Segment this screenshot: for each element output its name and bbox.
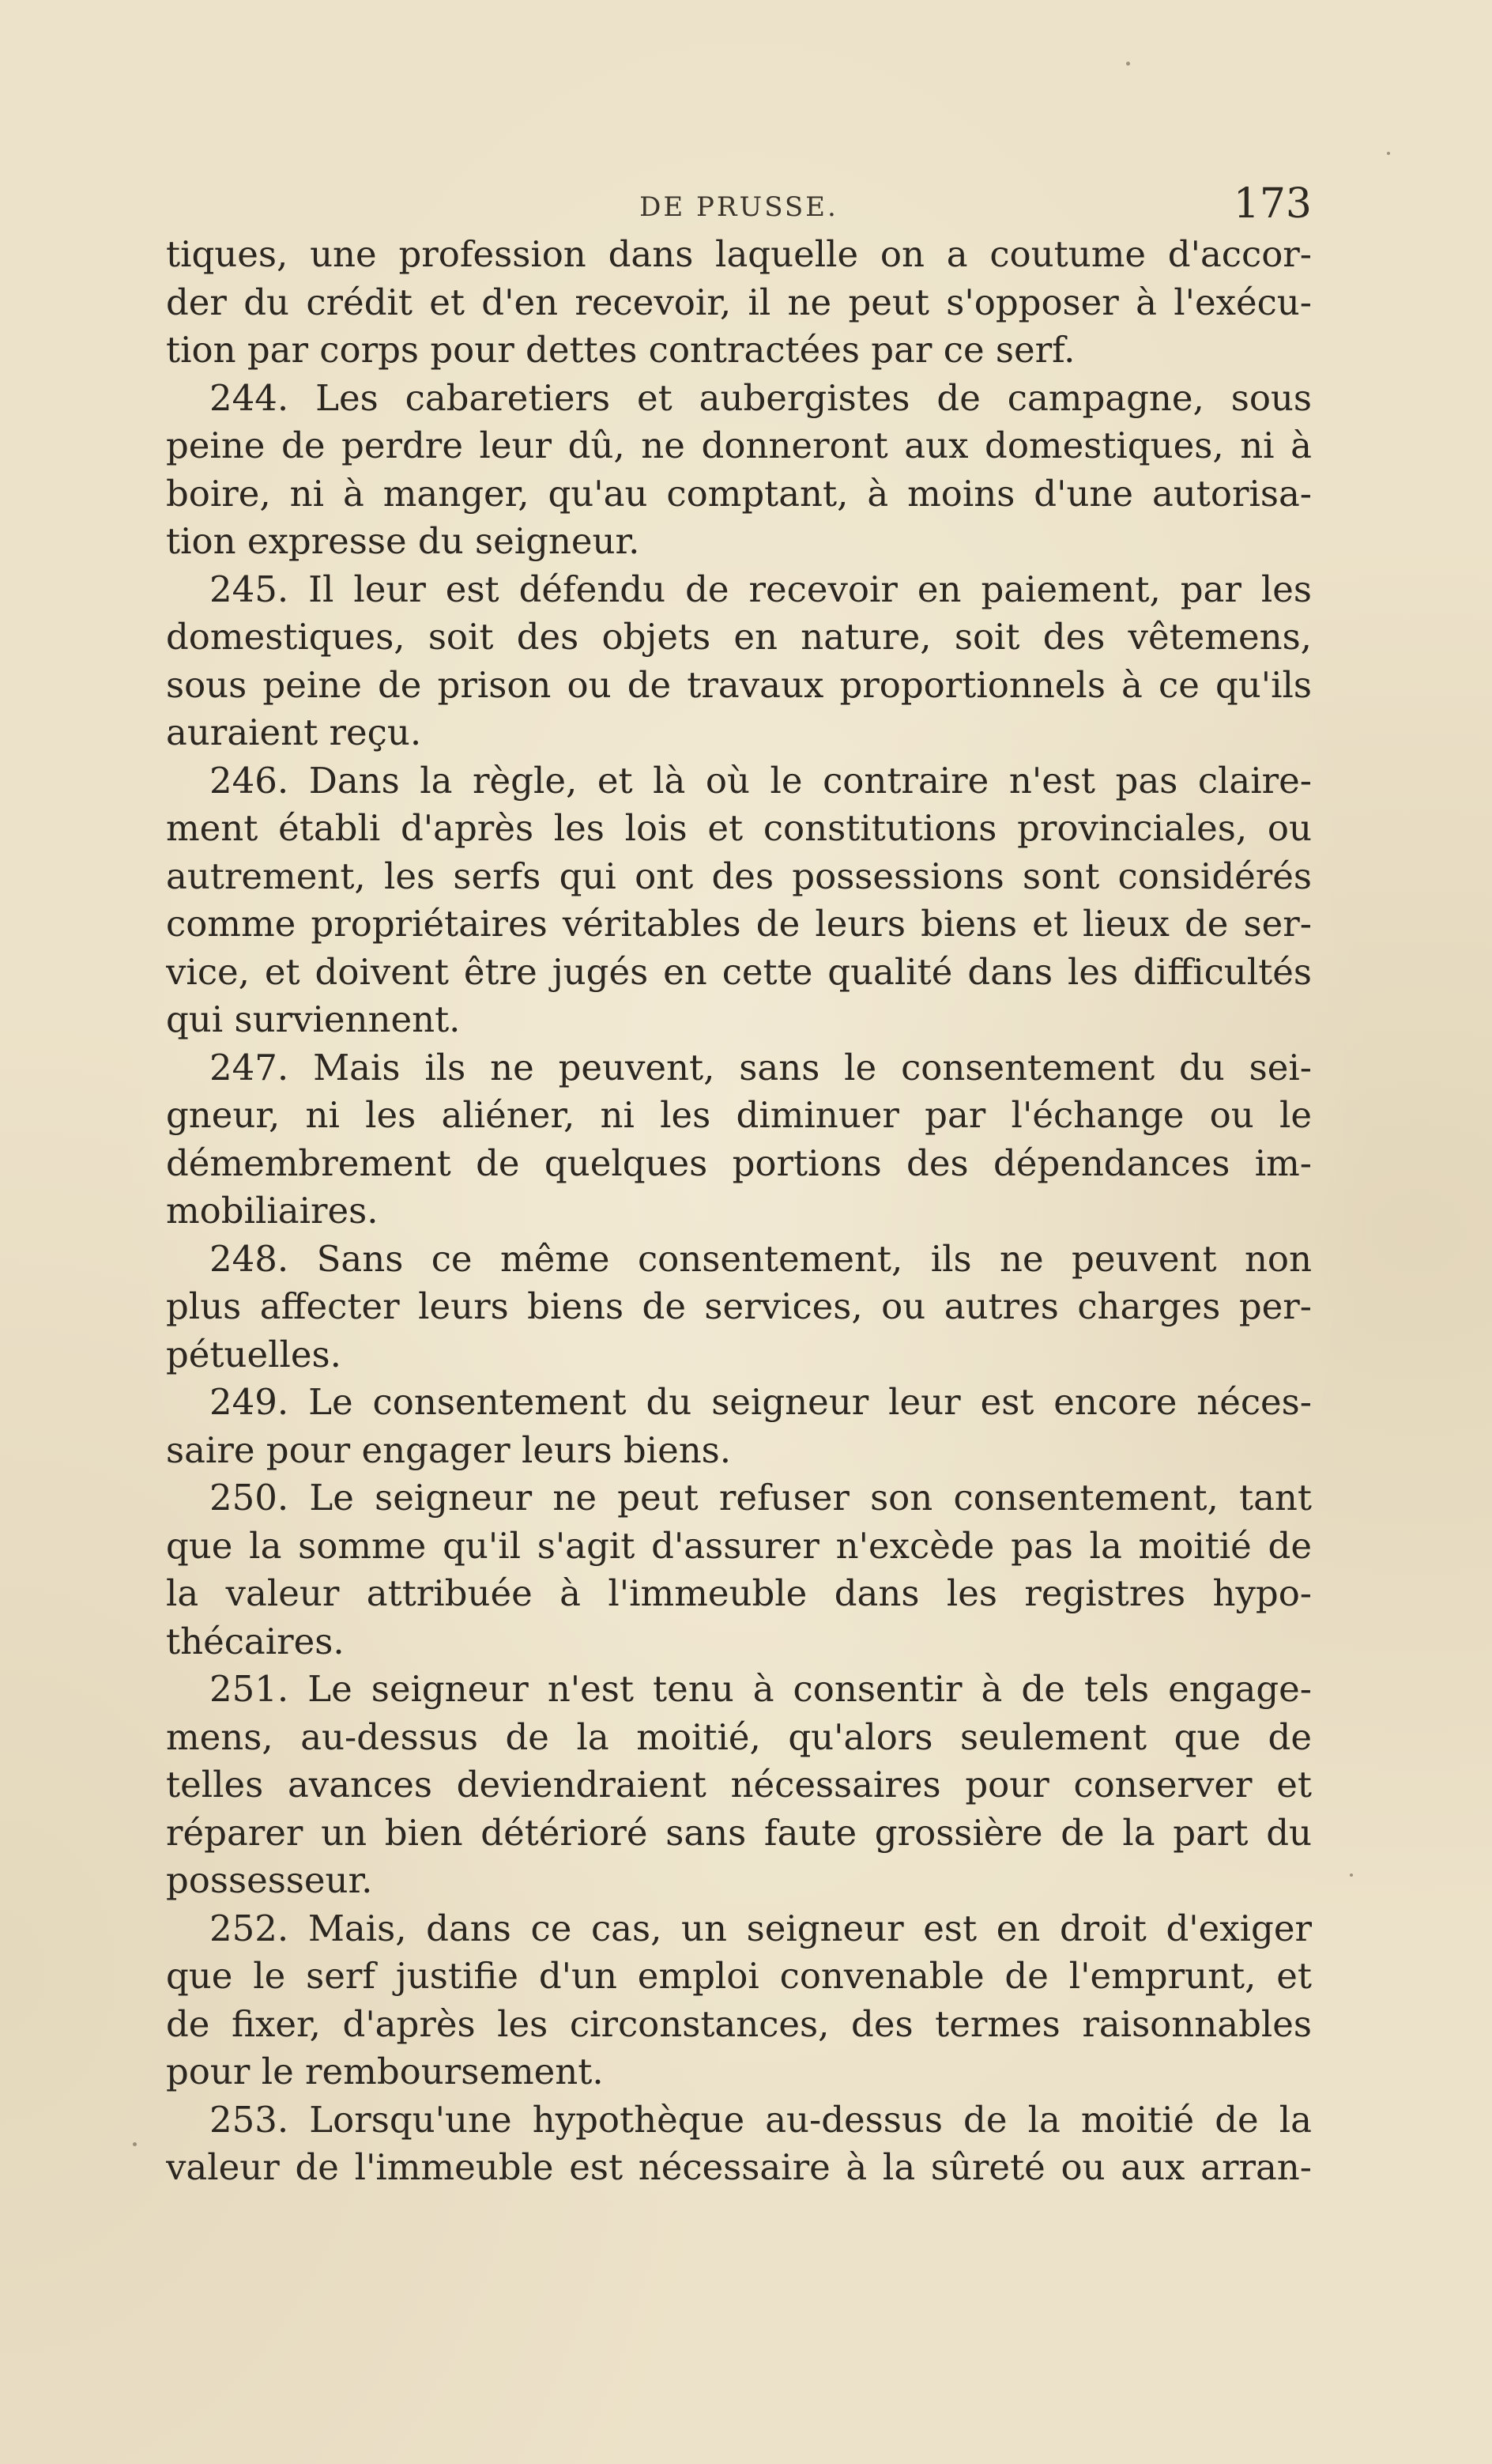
- text-line: possesseur.: [166, 1859, 373, 1901]
- text-line: 244. Les cabaretiers et aubergistes de campagne, sous: [209, 376, 1312, 419]
- text-line: vice, et doivent être jugés en cette qualité dans les difficultés: [166, 950, 1312, 993]
- text-line: 247. Mais ils ne peuvent, sans le consentement du sei-: [209, 1046, 1312, 1089]
- text-line: ment établi d'après les lois et constitutions provinciales, ou: [166, 807, 1312, 849]
- text-line: saire pour engager leurs biens.: [166, 1428, 732, 1471]
- text-line: domestiques, soit des objets en nature, soit des vêtemens,: [166, 616, 1312, 658]
- text-line: mens, au-dessus de la moitié, qu'alors seulement que de: [166, 1715, 1312, 1758]
- body-text: [166, 231, 1312, 2192]
- page-number: 173: [1233, 180, 1312, 228]
- text-line: sous peine de prison ou de travaux proportionnels à ce qu'ils: [166, 663, 1312, 706]
- text-line: que la somme qu'il s'agit d'assurer n'excède pas la moitié de: [166, 1524, 1312, 1567]
- text-line: thécaires.: [166, 1620, 345, 1662]
- text-line: peine de perdre leur dû, ne donneront aux domestiques, ni à: [166, 425, 1312, 466]
- text-line: valeur de l'immeuble est nécessaire à la sûreté ou aux arran-: [166, 2146, 1312, 2188]
- text-line: 246. Dans la règle, et là où le contraire n'est pas claire-: [209, 759, 1312, 802]
- text-line: réparer un bien détérioré sans faute grossière de la part du: [166, 1811, 1312, 1854]
- paper-speck: [1350, 1873, 1353, 1877]
- text-line: de fixer, d'après les circonstances, des termes raisonnables: [166, 2002, 1312, 2045]
- running-head: [166, 180, 1312, 236]
- text-line: 250. Le seigneur ne peut refuser son consentement, tant: [209, 1477, 1312, 1519]
- text-line: plus affecter leurs biens de services, ou autres charges per-: [166, 1285, 1312, 1327]
- text-line: comme propriétaires véritables de leurs biens et lieux de ser-: [166, 903, 1312, 945]
- text-line: 251. Le seigneur n'est tenu à consentir à de tels engage-: [209, 1668, 1312, 1710]
- text-line: autrement, les serfs qui ont des possessions sont considérés: [166, 855, 1312, 897]
- text-line: 245. Il leur est défendu de recevoir en paiement, par les: [209, 568, 1312, 610]
- text-line: pétuelles.: [166, 1333, 341, 1375]
- text-line: que le serf justifie d'un emploi convenable de l'emprunt, et: [166, 1955, 1312, 1997]
- text-line: telles avances deviendraient nécessaires pour conserver et: [166, 1764, 1312, 1806]
- text-line: gneur, ni les aliéner, ni les diminuer par l'échange ou le: [166, 1094, 1312, 1136]
- paper-speck: [133, 2142, 137, 2146]
- text-line: boire, ni à manger, qu'au comptant, à moins d'une autorisa-: [166, 472, 1312, 515]
- text-line: mobiliaires.: [166, 1190, 379, 1232]
- text-line: 252. Mais, dans ce cas, un seigneur est en droit d'exiger: [209, 1907, 1312, 1949]
- text-line: la valeur attribuée à l'immeuble dans les registres hypo-: [166, 1572, 1312, 1614]
- text-line: 248. Sans ce même consentement, ils ne peuvent non: [209, 1237, 1312, 1280]
- paper-speck: [1387, 152, 1390, 155]
- text-line: 253. Lorsqu'une hypothèque au-dessus de la moitié de la: [209, 2098, 1312, 2141]
- running-title: DE PRUSSE.: [639, 191, 838, 223]
- text-line: tion par corps pour dettes contractées par ce serf.: [166, 329, 1076, 371]
- text-line: 249. Le consentement du seigneur leur est encore néces-: [209, 1381, 1312, 1423]
- text-line: tion expresse du seigneur.: [166, 520, 640, 562]
- text-line: tiques, une profession dans laquelle on a coutume d'accor-: [166, 233, 1312, 275]
- text-line: pour le remboursement.: [166, 2051, 604, 2092]
- text-line: der du crédit et d'en recevoir, il ne peut s'opposer à l'exécu-: [166, 281, 1312, 323]
- paper-speck: [1126, 62, 1130, 66]
- text-line: qui surviennent.: [166, 998, 461, 1040]
- text-line: démembrement de quelques portions des dépendances im-: [166, 1141, 1312, 1184]
- text-line: auraient reçu.: [166, 711, 422, 753]
